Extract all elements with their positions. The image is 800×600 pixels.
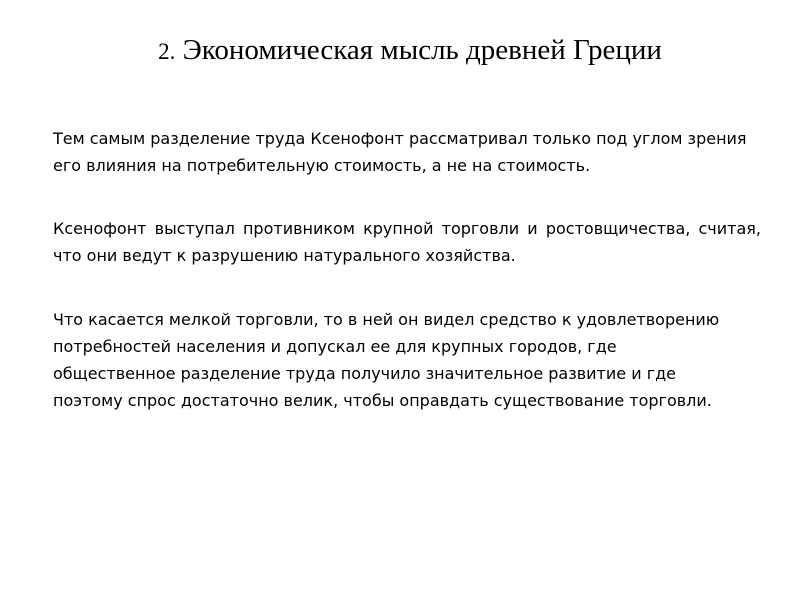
paragraph-division-of-labor: Тем самым разделение труда Ксенофонт рассматривал только под углом зрения его влияния на потребительную стоимость, а не на стоимость. — [53, 129, 747, 175]
slide-title — [0, 30, 800, 72]
slide-title-text: Экономическая мысль древней Греции — [182, 34, 662, 66]
paragraph-small-trade: Что касается мелкой торговли, то в ней он видел средство к удовлетворению потребностей населения и допускал ее для крупных городов, где общественное разделение труда получило значительное развитие и где поэтому спрос достаточно велик, чтобы оправдать существование торговли. — [53, 310, 720, 410]
paragraph-opposition-to-trade: Ксенофонт выступал противником крупной торговли и ростовщичества, считая, что они ведут к разрушению натурального хозяйства. — [53, 219, 761, 265]
slide-title-number: 2. — [158, 39, 176, 64]
